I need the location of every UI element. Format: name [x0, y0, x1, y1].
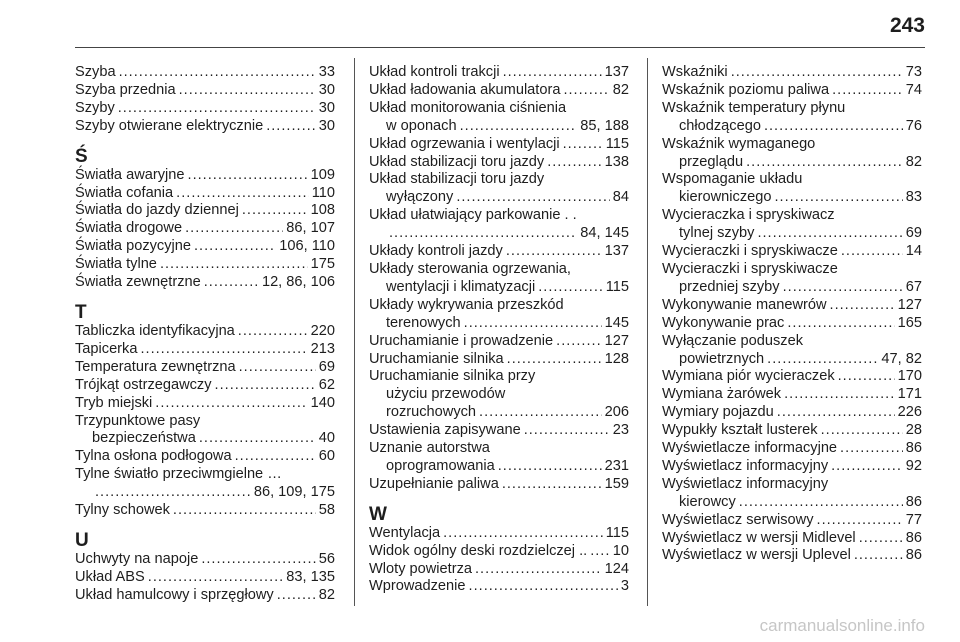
- entry-page-numbers: 86: [905, 493, 922, 510]
- entry-page-numbers: 74: [905, 81, 922, 98]
- letter-header: U: [75, 529, 89, 551]
- entry-page-numbers: 110: [311, 184, 335, 201]
- entry-page-numbers: 171: [897, 386, 922, 403]
- index-entry: [369, 243, 629, 261]
- entry-text-line: Wskaźnik temperatury płynu: [662, 99, 846, 116]
- index-entry: [75, 167, 335, 185]
- entry-text: Układ stabilizacji toru jazdy: [369, 153, 545, 170]
- page-number: 243: [889, 14, 925, 37]
- entry-page-numbers: 92: [905, 457, 922, 474]
- entry-text: Tylny schowek: [75, 502, 170, 519]
- entry-text: Temperatura zewnętrzna: [75, 358, 236, 375]
- index-entry: [369, 422, 629, 440]
- entry-page-numbers: 76: [905, 117, 922, 134]
- entry-text: Uzupełnianie paliwa: [369, 475, 499, 492]
- entry-text: Światła cofania: [75, 184, 174, 201]
- leader-dots: [475, 561, 602, 579]
- leader-dots: [469, 578, 618, 596]
- entry-text-line: Układy sterowania ogrzewania,: [369, 260, 571, 277]
- index-entry: [662, 136, 922, 172]
- leader-dots: [832, 82, 903, 100]
- leader-dots: [777, 404, 895, 422]
- entry-text: przedniej szyby: [679, 278, 780, 295]
- leader-dots: [179, 82, 316, 100]
- entry-text: kierowniczego: [679, 189, 772, 206]
- entry-text-line: Układy wykrywania przeszkód: [369, 296, 564, 313]
- index-entry: [369, 82, 629, 100]
- entry-text: Tabliczka identyfikacyjna: [75, 322, 235, 339]
- entry-page-numbers: 30: [318, 99, 335, 116]
- letter-header: T: [75, 301, 87, 323]
- entry-text-line: użyciu przewodów: [386, 386, 506, 403]
- entry-text-line: Tylne światło przeciwmgielne …: [75, 466, 282, 483]
- entry-text: Szyby otwierane elektrycznie: [75, 117, 264, 134]
- leader-dots: [821, 422, 903, 440]
- entry-text: Wskaźnik poziomu paliwa: [662, 81, 830, 98]
- entry-page-numbers: 145: [604, 314, 629, 331]
- leader-dots: [238, 323, 308, 341]
- entry-text: tylnej szyby: [679, 225, 755, 242]
- leader-dots: [118, 100, 316, 118]
- letter-header: Ś: [75, 145, 88, 167]
- leader-dots: [502, 476, 602, 494]
- entry-text: terenowych: [386, 314, 461, 331]
- entry-text: Światła tylne: [75, 256, 157, 273]
- index-entry: [369, 297, 629, 333]
- leader-dots: [739, 494, 903, 512]
- index-entry: [369, 578, 629, 596]
- entry-page-numbers: 115: [605, 278, 629, 295]
- index-entry: [75, 569, 335, 587]
- leader-dots: [563, 82, 609, 100]
- entry-text-line: Uznanie autorstwa: [369, 440, 490, 457]
- leader-dots: [204, 274, 259, 292]
- index-entry: [662, 333, 922, 369]
- leader-dots: [841, 243, 903, 261]
- index-entry: [662, 404, 922, 422]
- entry-page-numbers: 106, 110: [279, 238, 335, 255]
- entry-text: powietrznych: [679, 350, 765, 367]
- index-entry: [369, 525, 629, 543]
- entry-text: Układ kontroli trakcji: [369, 64, 500, 80]
- leader-dots: [148, 569, 284, 587]
- leader-dots: [590, 543, 610, 561]
- leader-dots: [538, 279, 603, 297]
- leader-dots: [859, 530, 903, 548]
- entry-text: Wloty powietrza: [369, 560, 472, 577]
- index-entry: [662, 512, 922, 530]
- entry-text: chłodzącego: [679, 117, 761, 134]
- entry-text-line: Wycieraczki i spryskiwacze: [662, 260, 838, 277]
- index-entry: [75, 118, 335, 136]
- index-entry: [75, 448, 335, 466]
- leader-dots: [185, 220, 283, 238]
- entry-page-numbers: 77: [905, 511, 922, 528]
- index-entry: [75, 323, 335, 341]
- entry-text: Światła zewnętrzne: [75, 274, 201, 291]
- entry-page-numbers: 47, 82: [881, 350, 922, 367]
- leader-dots: [831, 458, 903, 476]
- entry-text: Światła drogowe: [75, 220, 183, 237]
- entry-page-numbers: 56: [318, 550, 335, 567]
- entry-text: wyłączony: [386, 189, 454, 206]
- column-divider-2: [647, 58, 648, 606]
- leader-dots: [506, 243, 602, 261]
- index-entry: [369, 561, 629, 579]
- entry-text: Światła awaryjne: [75, 166, 185, 183]
- leader-dots: [774, 189, 902, 207]
- entry-text: Wentylacja: [369, 524, 441, 541]
- index-entry: [75, 238, 335, 256]
- leader-dots: [503, 64, 602, 82]
- index-column-3: [662, 64, 922, 565]
- entry-page-numbers: 10: [612, 542, 629, 559]
- entry-text: Uchwyty na napoje: [75, 550, 199, 567]
- leader-dots: [160, 256, 308, 274]
- entry-text-line: Wskaźnik wymaganego: [662, 135, 816, 152]
- entry-page-numbers: 30: [318, 81, 335, 98]
- entry-page-numbers: 127: [897, 296, 922, 313]
- entry-text: Wymiary pojazdu: [662, 404, 774, 421]
- leader-dots: [767, 351, 878, 369]
- index-column-2: [369, 64, 629, 596]
- entry-page-numbers: 30: [318, 117, 335, 134]
- entry-page-numbers: 83, 135: [286, 568, 335, 585]
- entry-page-numbers: 28: [905, 422, 922, 439]
- index-entry: [369, 171, 629, 207]
- leader-dots: [199, 430, 316, 448]
- index-entry: [662, 368, 922, 386]
- index-column-1: [75, 64, 335, 605]
- entry-page-numbers: 84, 145: [580, 225, 629, 242]
- index-entry: [369, 333, 629, 351]
- leader-dots: [266, 118, 316, 136]
- entry-page-numbers: 86: [905, 529, 922, 546]
- entry-text: Wyświetlacz w wersji Midlevel: [662, 529, 856, 546]
- leader-dots: [817, 512, 903, 530]
- entry-text: Wypukły kształt lusterek: [662, 422, 818, 439]
- entry-page-numbers: 58: [318, 502, 335, 519]
- entry-text-line: Uruchamianie silnika przy: [369, 368, 536, 385]
- leader-dots: [389, 225, 577, 243]
- index-entry: [662, 315, 922, 333]
- leader-dots: [239, 359, 316, 377]
- entry-page-numbers: 175: [310, 256, 335, 273]
- leader-dots: [140, 341, 307, 359]
- index-entry: [369, 154, 629, 172]
- index-entry: [75, 502, 335, 520]
- entry-page-numbers: 69: [318, 358, 335, 375]
- index-entry: [75, 274, 335, 292]
- entry-text: Tylna osłona podłogowa: [75, 448, 232, 465]
- entry-text: Trójkąt ostrzegawczy: [75, 376, 212, 393]
- leader-dots: [176, 185, 309, 203]
- index-entry: [662, 386, 922, 404]
- entry-text-line: Wycieraczka i spryskiwacz: [662, 207, 835, 224]
- entry-text: Układ ogrzewania i wentylacji: [369, 135, 560, 152]
- index-entry: [75, 341, 335, 359]
- entry-text: bezpieczeństwa: [92, 430, 196, 447]
- index-entry: [75, 202, 335, 220]
- leader-dots: [188, 167, 308, 185]
- leader-dots: [854, 547, 903, 565]
- index-entry: [369, 368, 629, 422]
- leader-dots: [155, 395, 307, 413]
- entry-page-numbers: 33: [318, 64, 335, 80]
- leader-dots: [95, 484, 251, 502]
- entry-page-numbers: 128: [604, 350, 629, 367]
- leader-dots: [563, 136, 603, 154]
- entry-page-numbers: 40: [318, 430, 335, 447]
- index-entry: [75, 256, 335, 274]
- entry-text: przeglądu: [679, 153, 744, 170]
- leader-dots: [235, 448, 316, 466]
- index-entry: [662, 297, 922, 315]
- entry-text: Układy kontroli jazdy: [369, 243, 503, 260]
- index-entry: [369, 476, 629, 494]
- leader-dots: [479, 404, 602, 422]
- entry-page-numbers: 86: [905, 547, 922, 564]
- entry-text-line: Wspomaganie układu: [662, 171, 803, 188]
- entry-page-numbers: 12, 86, 106: [261, 274, 335, 291]
- leader-dots: [783, 279, 903, 297]
- leader-dots: [757, 225, 902, 243]
- entry-page-numbers: 124: [604, 560, 629, 577]
- entry-text: Układ ABS: [75, 568, 145, 585]
- index-entry: [369, 100, 629, 136]
- entry-page-numbers: 108: [310, 202, 335, 219]
- index-entry: [662, 171, 922, 207]
- leader-dots: [173, 502, 316, 520]
- entry-page-numbers: 165: [897, 314, 922, 331]
- entry-text: wentylacji i klimatyzacji: [386, 278, 536, 295]
- entry-page-numbers: 3: [620, 578, 629, 595]
- index-entry: [75, 82, 335, 100]
- index-entry: [662, 547, 922, 565]
- index-entry: [662, 207, 922, 243]
- entry-page-numbers: 62: [318, 376, 335, 393]
- entry-page-numbers: 86, 107: [286, 220, 335, 237]
- entry-text: Światła pozycyjne: [75, 238, 191, 255]
- leader-dots: [840, 440, 903, 458]
- entry-text: Szyba przednia: [75, 81, 176, 98]
- column-divider-1: [354, 58, 355, 606]
- entry-text-line: Wyświetlacz informacyjny: [662, 475, 829, 492]
- leader-dots: [201, 551, 315, 569]
- entry-page-numbers: 206: [604, 404, 629, 421]
- index-entry: [75, 551, 335, 569]
- entry-text-line: Układ monitorowania ciśnienia: [369, 99, 567, 116]
- entry-text: Układ ładowania akumulatora: [369, 81, 561, 98]
- index-entry: [75, 359, 335, 377]
- leader-dots: [784, 386, 895, 404]
- index-entry: [75, 466, 335, 502]
- entry-page-numbers: 137: [604, 243, 629, 260]
- entry-page-numbers: 115: [605, 524, 629, 541]
- entry-page-numbers: 115: [605, 135, 629, 152]
- index-entry: [369, 64, 629, 82]
- entry-text: Wykonywanie prac: [662, 314, 785, 331]
- entry-text: Uruchamianie i prowadzenie: [369, 332, 554, 349]
- leader-dots: [787, 315, 894, 333]
- watermark: carmanualsonline.info: [759, 616, 925, 635]
- index-entry: [75, 220, 335, 238]
- entry-text: Wycieraczki i spryskiwacze: [662, 243, 838, 260]
- entry-page-numbers: 127: [604, 332, 629, 349]
- entry-page-numbers: 159: [604, 475, 629, 492]
- entry-page-numbers: 170: [897, 368, 922, 385]
- entry-text: kierowcy: [679, 493, 736, 510]
- entry-text: Wprowadzenie: [369, 578, 466, 595]
- index-entry: [662, 243, 922, 261]
- entry-text-line: Układ stabilizacji toru jazdy: [369, 171, 545, 188]
- leader-dots: [119, 64, 316, 82]
- leader-dots: [746, 154, 903, 172]
- entry-page-numbers: 23: [612, 422, 629, 439]
- entry-page-numbers: 138: [604, 153, 629, 170]
- entry-page-numbers: 86, 109, 175: [253, 484, 335, 501]
- index-entry: [662, 530, 922, 548]
- index-entry: [369, 261, 629, 297]
- entry-page-numbers: 69: [905, 225, 922, 242]
- entry-page-numbers: 85, 188: [580, 117, 629, 134]
- leader-dots: [498, 458, 602, 476]
- entry-page-numbers: 86: [905, 440, 922, 457]
- index-entry: [369, 543, 629, 561]
- entry-page-numbers: 60: [318, 448, 335, 465]
- index-entry: [369, 440, 629, 476]
- index-entry: [662, 261, 922, 297]
- entry-page-numbers: 109: [310, 166, 335, 183]
- entry-page-numbers: 213: [310, 340, 335, 357]
- index-entry: [75, 64, 335, 82]
- entry-page-numbers: 140: [310, 394, 335, 411]
- index-entry: [75, 413, 335, 449]
- entry-text-line: Układ ułatwiający parkowanie . .: [369, 207, 577, 224]
- entry-page-numbers: 84: [612, 189, 629, 206]
- entry-text: Tapicerka: [75, 340, 138, 357]
- leader-dots: [524, 422, 610, 440]
- index-entry: [75, 395, 335, 413]
- index-entry: [75, 100, 335, 118]
- letter-header: W: [369, 503, 387, 525]
- leader-dots: [242, 202, 308, 220]
- leader-dots: [731, 64, 903, 82]
- leader-dots: [456, 189, 609, 207]
- entry-text: w oponach: [386, 117, 457, 134]
- entry-text: oprogramowania: [386, 457, 495, 474]
- index-entry: [662, 64, 922, 82]
- entry-text: Wyświetlacz informacyjny: [662, 457, 829, 474]
- index-entry: [662, 422, 922, 440]
- entry-page-numbers: 67: [905, 278, 922, 295]
- index-entry: [662, 100, 922, 136]
- entry-text: rozruchowych: [386, 404, 477, 421]
- leader-dots: [194, 238, 276, 256]
- index-entry: [662, 82, 922, 100]
- index-entry: [662, 458, 922, 476]
- leader-dots: [460, 118, 578, 136]
- entry-text-line: Trzypunktowe pasy: [75, 412, 201, 429]
- entry-page-numbers: 137: [604, 64, 629, 80]
- entry-text: Wyświetlacz serwisowy: [662, 511, 814, 528]
- leader-dots: [764, 118, 903, 136]
- index-entry: [662, 440, 922, 458]
- entry-page-numbers: 82: [612, 81, 629, 98]
- entry-page-numbers: 83: [905, 189, 922, 206]
- index-entry: [369, 136, 629, 154]
- entry-page-numbers: 73: [905, 64, 922, 80]
- leader-dots: [215, 377, 316, 395]
- entry-text: Szyby: [75, 99, 115, 116]
- entry-text: Wyświetlacze informacyjne: [662, 440, 838, 457]
- entry-text: Szyba: [75, 64, 116, 80]
- leader-dots: [507, 351, 602, 369]
- entry-text: Światła do jazdy dziennej: [75, 202, 239, 219]
- index-entry: [369, 207, 629, 243]
- index-entry: [75, 185, 335, 203]
- entry-text: Wyświetlacz w wersji Uplevel: [662, 547, 851, 564]
- leader-dots: [464, 315, 602, 333]
- entry-page-numbers: 82: [905, 153, 922, 170]
- entry-page-numbers: 82: [318, 586, 335, 603]
- leader-dots: [556, 333, 602, 351]
- entry-page-numbers: 220: [310, 322, 335, 339]
- entry-text: Uruchamianie silnika: [369, 350, 504, 367]
- entry-text: Wymiana piór wycieraczek: [662, 368, 835, 385]
- entry-text: Ustawienia zapisywane: [369, 422, 521, 439]
- entry-text: Wymiana żarówek: [662, 386, 782, 403]
- entry-text-line: Wyłączanie poduszek: [662, 332, 804, 349]
- leader-dots: [830, 297, 895, 315]
- entry-page-numbers: 14: [905, 243, 922, 260]
- leader-dots: [838, 368, 895, 386]
- entry-text: Wskaźniki: [662, 64, 728, 80]
- index-entry: [75, 377, 335, 395]
- entry-page-numbers: 231: [604, 457, 629, 474]
- index-entry: [75, 587, 335, 605]
- index-entry: [662, 476, 922, 512]
- entry-text: Tryb miejski: [75, 394, 153, 411]
- leader-dots: [443, 525, 603, 543]
- entry-text: Wykonywanie manewrów: [662, 296, 827, 313]
- entry-page-numbers: 226: [897, 404, 922, 421]
- index-entry: [369, 351, 629, 369]
- entry-text: Widok ogólny deski rozdzielczej ..: [369, 542, 588, 559]
- leader-dots: [277, 587, 316, 605]
- entry-text: Układ hamulcowy i sprzęgłowy: [75, 586, 274, 603]
- leader-dots: [547, 154, 601, 172]
- header-rule: [75, 47, 925, 48]
